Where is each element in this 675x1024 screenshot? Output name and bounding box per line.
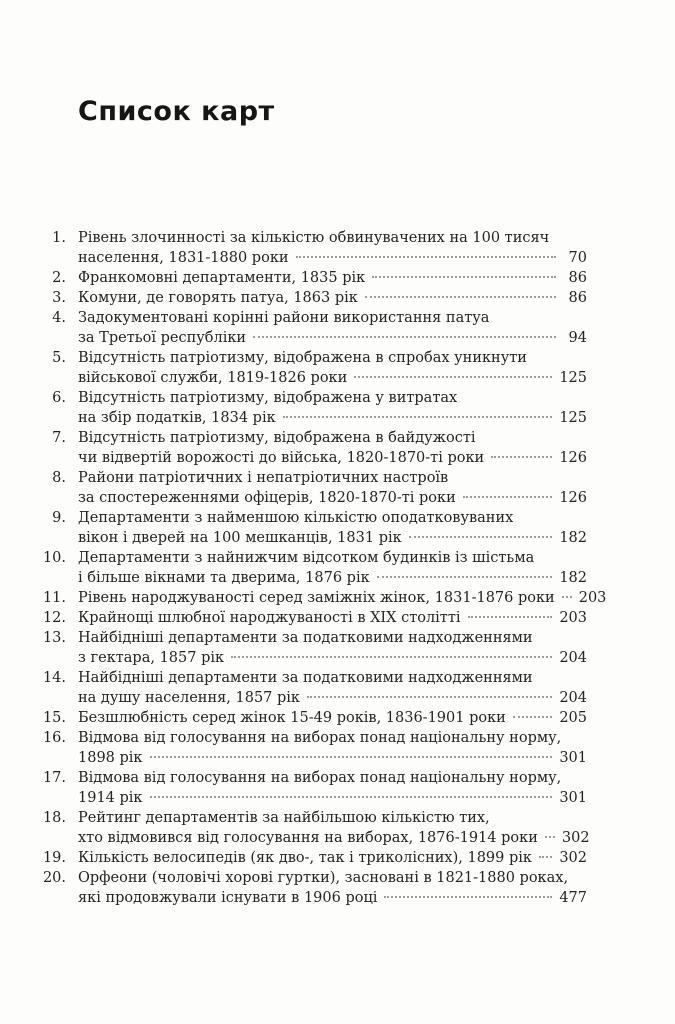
entry-content: [78, 728, 587, 768]
entry-content: [78, 288, 587, 308]
entry-text: з гектара, 1857 рік: [78, 650, 225, 666]
list-item: [52, 288, 587, 308]
entry-number: 9.: [52, 510, 66, 526]
page-number: 205: [559, 710, 587, 726]
entry-text: Відмова від голосування на виборах понад національну норму,: [78, 770, 562, 786]
entry-line: [78, 808, 587, 828]
entry-text: населення, 1831-1880 роки: [78, 250, 289, 266]
entry-number: 4.: [52, 310, 66, 326]
entry-text: Рівень злочинності за кількістю обвинувачених на 100 тисяч: [78, 230, 550, 246]
entry-number: 3.: [52, 290, 66, 306]
entry-line: [78, 308, 587, 328]
list-item: [42, 668, 587, 708]
page-number: 126: [559, 490, 587, 506]
entry-content: [78, 308, 587, 348]
entry-number: 15.: [42, 710, 66, 726]
list-item: [42, 808, 590, 848]
list-item: [52, 428, 587, 468]
list-item: [52, 228, 587, 268]
entry-text: Рейтинг департаментів за найбільшою кількістю тих,: [78, 810, 490, 826]
entry-text: Райони патріотичних і непатріотичних настроїв: [78, 470, 449, 486]
entry-line: [78, 848, 587, 868]
entry-number: 20.: [42, 870, 66, 886]
page-number: 477: [559, 890, 587, 906]
dotted-leader: [545, 836, 555, 838]
page-number: 302: [559, 850, 587, 866]
page-number: 86: [568, 290, 587, 306]
entry-line: [78, 348, 587, 368]
list-item: [52, 508, 587, 548]
entry-content: [78, 868, 587, 908]
dotted-leader: [296, 256, 556, 258]
entry-content: [78, 628, 587, 668]
entry-content: [78, 268, 587, 288]
entry-line: [78, 608, 587, 628]
entry-line: [78, 768, 587, 788]
page-number: 70: [568, 250, 587, 266]
entry-text: на збір податків, 1834 рік: [78, 410, 276, 426]
entry-content: [78, 588, 607, 608]
page-number: 301: [559, 750, 587, 766]
page-number: 86: [568, 270, 587, 286]
entry-number: 10.: [42, 550, 66, 566]
entry-line: [78, 708, 587, 728]
entry-text: які продовжували існувати в 1906 році: [78, 890, 378, 906]
list-item: [42, 768, 587, 808]
entry-text: Відсутність патріотизму, відображена у витратах: [78, 390, 458, 406]
entry-line: [78, 488, 587, 508]
entry-line: [78, 728, 587, 748]
entry-line: [78, 428, 587, 448]
entry-number: 19.: [42, 850, 66, 866]
dotted-leader: [377, 576, 553, 578]
entry-content: [78, 808, 590, 848]
dotted-leader: [365, 296, 556, 298]
entry-text: за Третьої республіки: [78, 330, 247, 346]
dotted-leader: [150, 796, 553, 798]
entry-text: і більше вікнами та дверима, 1876 рік: [78, 570, 370, 586]
entry-number: 17.: [42, 770, 66, 786]
entry-line: [78, 248, 587, 268]
page-title: Список карт: [78, 96, 275, 127]
dotted-leader: [283, 416, 553, 418]
entry-text: Рівень народжуваності серед заміжніх жінок, 1831-1876 роки: [78, 590, 555, 606]
entry-content: [78, 708, 587, 728]
list-item: [52, 268, 587, 288]
entry-number: 2.: [52, 270, 66, 286]
entry-number: 18.: [42, 810, 66, 826]
list-item: [42, 608, 587, 628]
entry-line: [78, 528, 587, 548]
entry-line: [78, 388, 587, 408]
entry-line: [78, 368, 587, 388]
entry-text: Франкомовні департаменти, 1835 рік: [78, 270, 366, 286]
dotted-leader: [231, 656, 552, 658]
entry-line: [78, 748, 587, 768]
entry-content: [78, 388, 587, 428]
entry-text: Кількість велосипедів (як дво-, так і триколісних), 1899 рік: [78, 850, 532, 866]
entry-line: [78, 588, 607, 608]
page-number: 203: [578, 590, 607, 606]
entry-text: 1914 рік: [78, 790, 143, 806]
entry-line: [78, 568, 587, 588]
entry-line: [78, 688, 587, 708]
entry-text: на душу населення, 1857 рік: [78, 690, 300, 706]
entry-line: [78, 628, 587, 648]
map-list: [42, 228, 607, 908]
page-number: 203: [559, 610, 587, 626]
list-item: [52, 388, 587, 428]
list-item: [42, 588, 607, 608]
entry-text: Орфеони (чоловічі хорові гуртки), засновані в 1821-1880 роках,: [78, 870, 569, 886]
entry-content: [78, 848, 587, 868]
dotted-leader: [468, 616, 553, 618]
entry-text: військової служби, 1819-1826 роки: [78, 370, 348, 386]
entry-number: 16.: [42, 730, 66, 746]
entry-number: 12.: [42, 610, 66, 626]
entry-line: [78, 508, 587, 528]
entry-text: хто відмовився від голосування на виборах, 1876-1914 роки: [78, 830, 538, 846]
entry-text: Найбідніші департаменти за податковими надходженнями: [78, 670, 533, 686]
dotted-leader: [539, 856, 552, 858]
entry-text: 1898 рік: [78, 750, 143, 766]
dotted-leader: [562, 596, 572, 598]
entry-number: 5.: [52, 350, 66, 366]
page-number: 302: [561, 830, 590, 846]
entry-number: 14.: [42, 670, 66, 686]
entry-text: Відсутність патріотизму, відображена в байдужості: [78, 430, 476, 446]
page-number: 182: [559, 570, 587, 586]
entry-content: [78, 668, 587, 708]
dotted-leader: [491, 456, 552, 458]
entry-number: 6.: [52, 390, 66, 406]
entry-content: [78, 508, 587, 548]
entry-line: [78, 888, 587, 908]
list-item: [42, 848, 587, 868]
page-number: 94: [568, 330, 587, 346]
entry-number: 1.: [52, 230, 66, 246]
dotted-leader: [354, 376, 552, 378]
entry-text: чи відвертій ворожості до війська, 1820-1870-ті роки: [78, 450, 485, 466]
entry-line: [78, 228, 587, 248]
entry-number: 7.: [52, 430, 66, 446]
dotted-leader: [463, 496, 553, 498]
entry-number: 8.: [52, 470, 66, 486]
entry-content: [78, 348, 587, 388]
entry-text: Безшлюбність серед жінок 15-49 років, 1836-1901 роки: [78, 710, 506, 726]
entry-text: за спостереженнями офіцерів, 1820-1870-ті роки: [78, 490, 456, 506]
list-item: [42, 548, 587, 588]
page-number: 126: [559, 450, 587, 466]
entry-text: Відмова від голосування на виборах понад національну норму,: [78, 730, 562, 746]
dotted-leader: [384, 896, 552, 898]
entry-line: [78, 828, 590, 848]
entry-text: Департаменти з найнижчим відсотком будинків із шістьма: [78, 550, 535, 566]
entry-text: Департаменти з найменшою кількістю оподатковуваних: [78, 510, 514, 526]
page-number: 125: [559, 410, 587, 426]
dotted-leader: [307, 696, 552, 698]
list-item: [52, 468, 587, 508]
entry-line: [78, 548, 587, 568]
dotted-leader: [513, 716, 552, 718]
list-item: [52, 348, 587, 388]
entry-line: [78, 868, 587, 888]
entry-text: Задокументовані корінні райони використання патуа: [78, 310, 490, 326]
entry-number: 11.: [42, 590, 66, 606]
entry-line: [78, 288, 587, 308]
entry-line: [78, 468, 587, 488]
list-item: [42, 628, 587, 668]
dotted-leader: [409, 536, 553, 538]
entry-line: [78, 668, 587, 688]
entry-text: Комуни, де говорять патуа, 1863 рік: [78, 290, 358, 306]
entry-line: [78, 408, 587, 428]
entry-line: [78, 268, 587, 288]
entry-content: [78, 768, 587, 808]
entry-content: [78, 428, 587, 468]
page-number: 125: [559, 370, 587, 386]
page-number: 301: [559, 790, 587, 806]
entry-text: вікон і дверей на 100 мешканців, 1831 рік: [78, 530, 402, 546]
list-item: [42, 708, 587, 728]
list-item: [52, 308, 587, 348]
entry-text: Найбідніші департаменти за податковими надходженнями: [78, 630, 533, 646]
entry-text: Відсутність патріотизму, відображена в спробах уникнути: [78, 350, 527, 366]
page-number: 204: [559, 650, 587, 666]
page-number: 204: [559, 690, 587, 706]
entry-content: [78, 468, 587, 508]
entry-line: [78, 448, 587, 468]
list-item: [42, 728, 587, 768]
dotted-leader: [372, 276, 556, 278]
list-item: [42, 868, 587, 908]
dotted-leader: [253, 336, 556, 338]
entry-line: [78, 788, 587, 808]
entry-line: [78, 648, 587, 668]
entry-content: [78, 548, 587, 588]
entry-text: Крайнощі шлюбної народжуваності в XIX столітті: [78, 610, 461, 626]
entry-number: 13.: [42, 630, 66, 646]
dotted-leader: [150, 756, 553, 758]
entry-line: [78, 328, 587, 348]
entry-content: [78, 608, 587, 628]
page-number: 182: [559, 530, 587, 546]
entry-content: [78, 228, 587, 268]
